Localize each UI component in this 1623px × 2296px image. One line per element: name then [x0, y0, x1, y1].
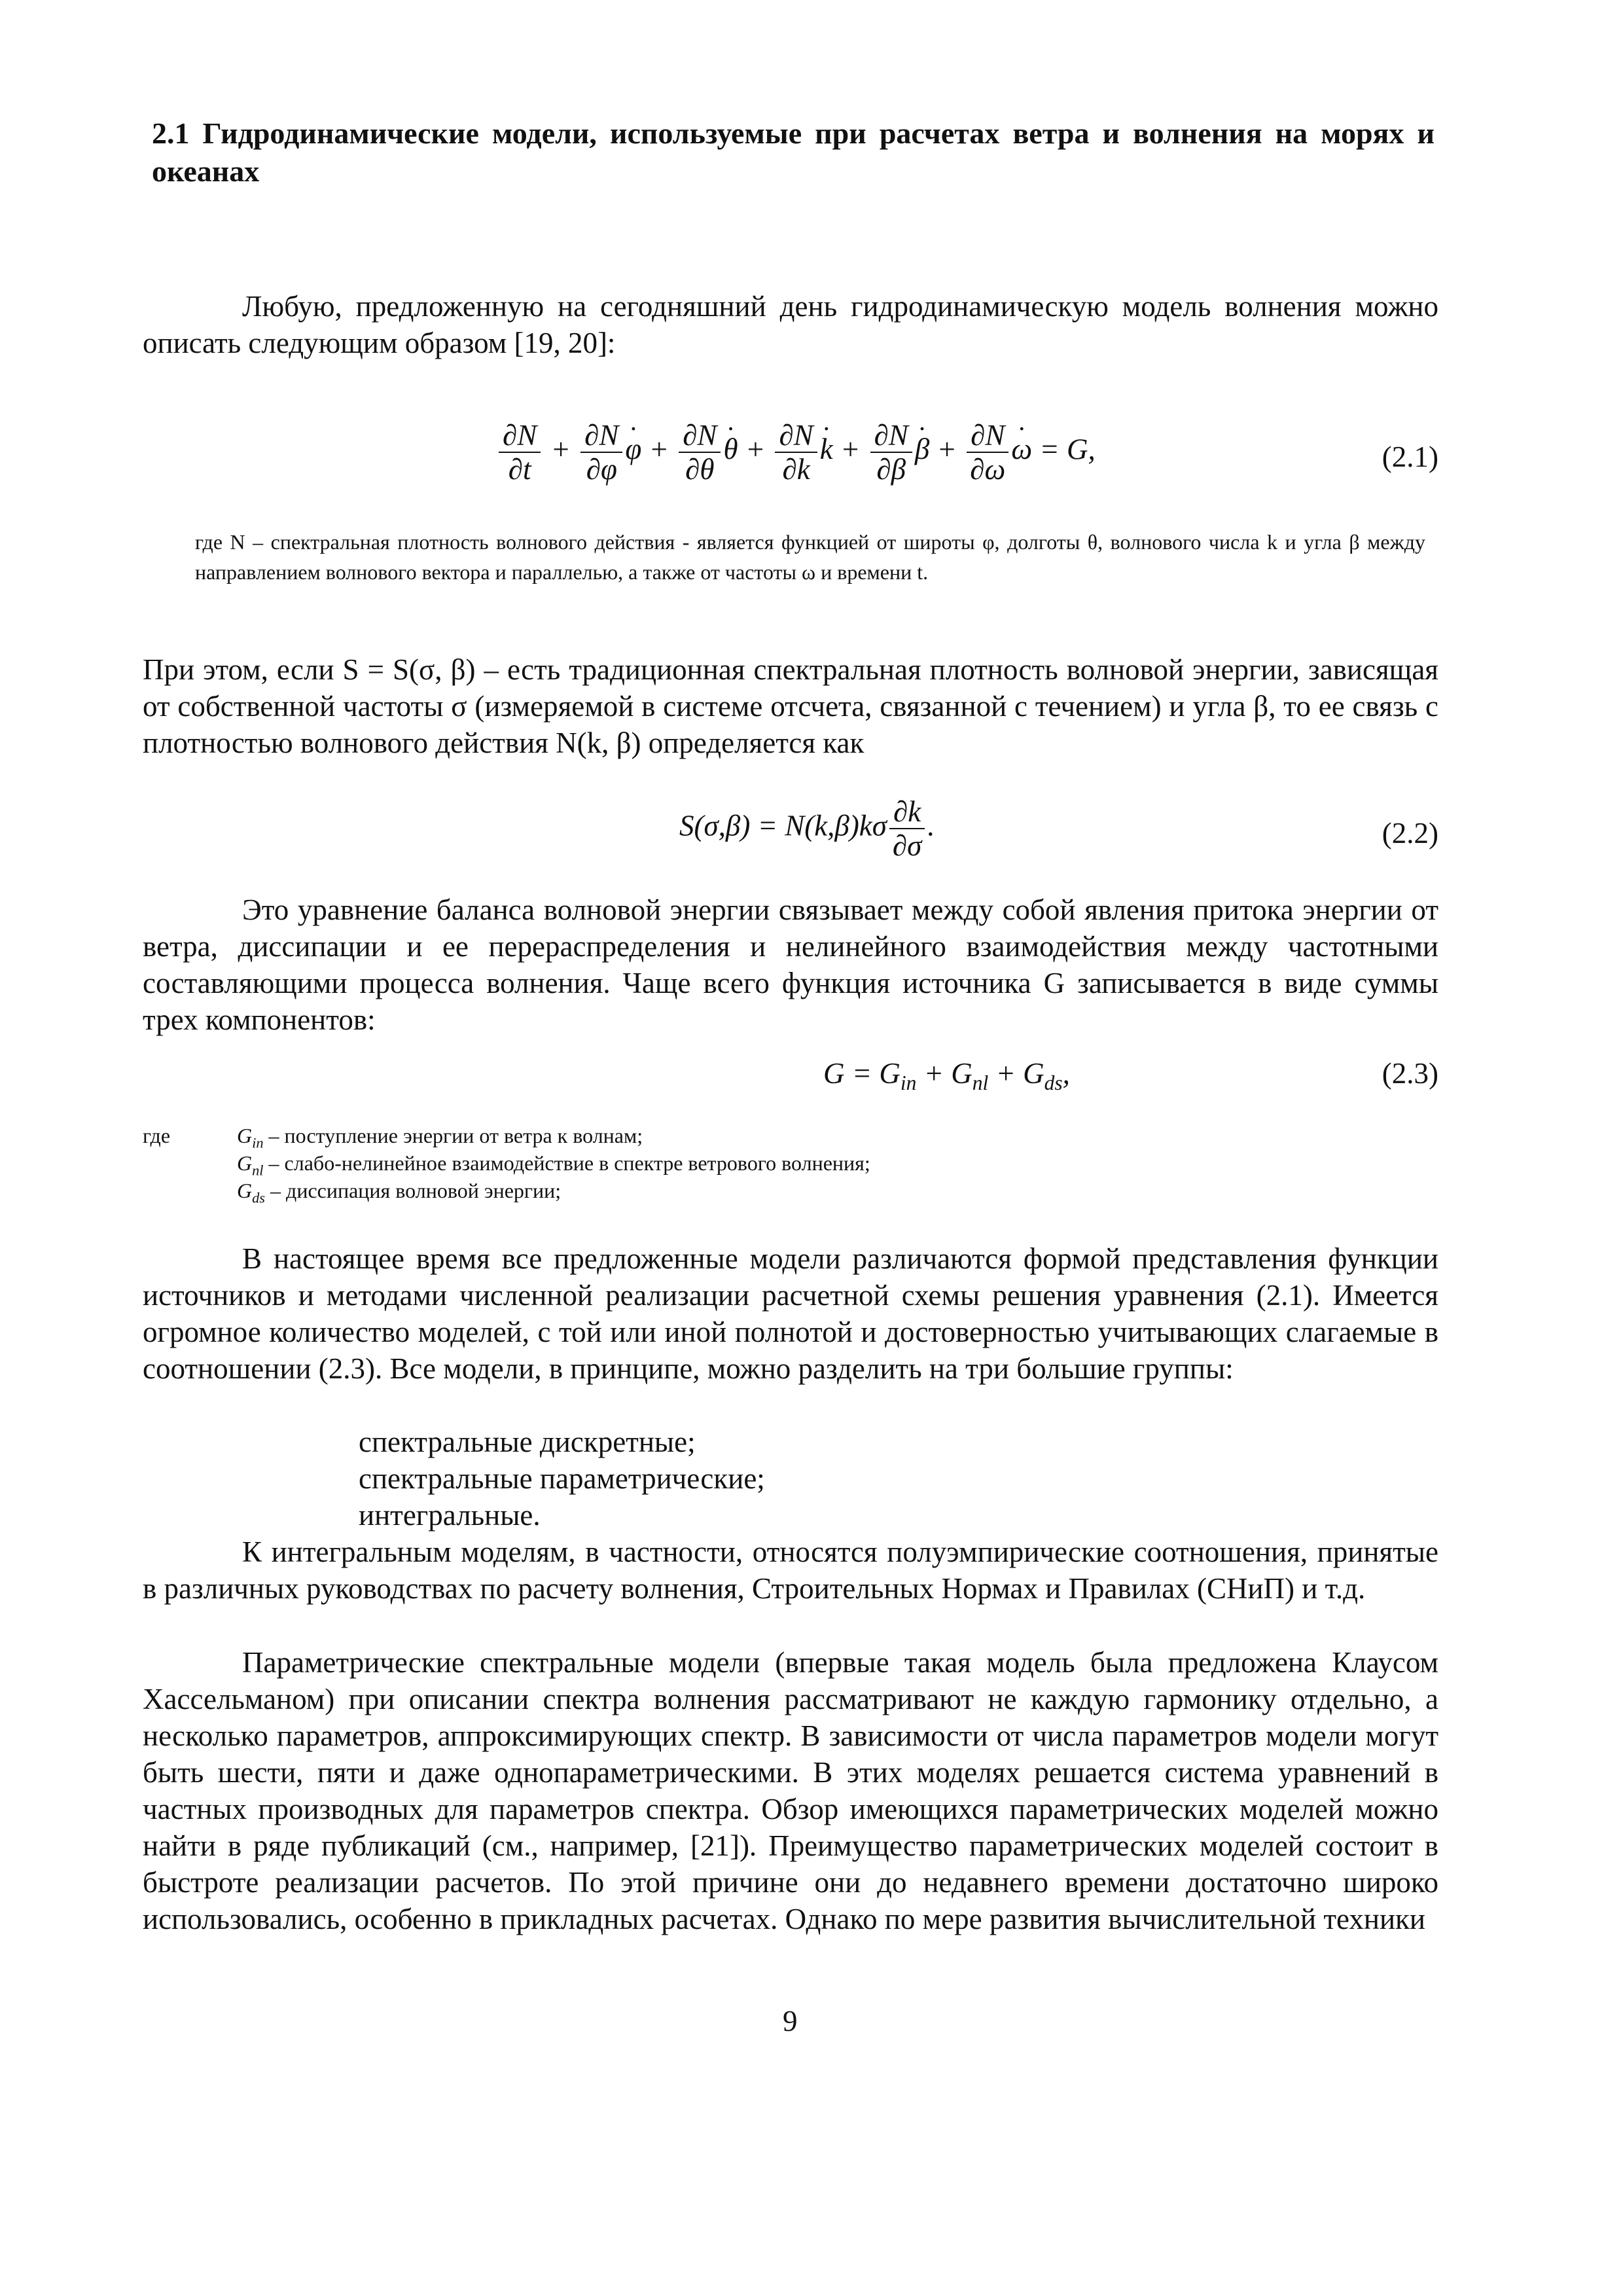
- eq1-frac-dbeta: $\frac{\partial N}{\partial\beta}$: [870, 419, 912, 486]
- eq1-frac-dt: $\frac{\partial N}{\partial t}$: [499, 419, 541, 486]
- eq2-frac: $\frac{\partial k}{\partial\sigma}$: [889, 795, 925, 862]
- group-item-parametric: спектральные параметрические;: [359, 1462, 765, 1495]
- paragraph-parametric-models: Параметрические спектральные модели (впервые такая модель была предложена Клаусом Хассельманом) при описании спектра волнения рассматривают не каждую гармонику отдельно, а несколько параметров, аппроксимирующих спектр. В зависимости от числа параметров модели могут быть шести, пяти и даже однопараметрическими. В этих моделях решается система уравнений в частных производных для параметров спектра. Обзор имеющихся параметрических моделей можно найти в ряде публикаций (см., например, [21]). Преимущество параметрических моделей состоит в быстроте реализации расчетов. По этой причине они до недавнего времени достаточно широко использовались, особенно в прикладных расчетах. Однако по мере развития вычислительной техники: [143, 1646, 1438, 1935]
- eq1-frac-domega: $\frac{\partial N}{\partial\omega}$: [967, 419, 1008, 486]
- eq3-number: (2.3): [1382, 1057, 1438, 1090]
- eq2-number: (2.2): [1382, 817, 1438, 850]
- eq1-frac-dk: $\frac{\partial N}{\partial k}$: [775, 419, 817, 486]
- eq1-frac-dphi: $\frac{\partial N}{\partial\varphi}$: [580, 419, 622, 486]
- paragraph-model-groups: В настоящее время все предложенные модели различаются формой представления функции источников и методами численной реализации расчетной схемы решения уравнения (2.1). Имеется огромное количество моделей, с той или иной полнотой и достоверностью учитывающих слагаемые в соотношении (2.3). Все модели, в принципе, можно разделить на три большие группы:: [143, 1242, 1438, 1385]
- where-label: где: [143, 1124, 171, 1147]
- equation-2-3: $G = G_{in} + G_{nl} + G_{ds}$, (2.3): [143, 1055, 1438, 1092]
- group-item-discrete: спектральные дискретные;: [359, 1426, 696, 1458]
- paragraph-spectral-density: При этом, если S = S(σ, β) – есть традиционная спектральная плотность волновой энергии, зависящая от собственной частоты σ (измеряемой в системе отсчета, связанной с течением) и угла β, то ее связь с плотностью волнового действия N(k, β) определяется как: [143, 653, 1438, 759]
- paragraph-integral-models: К интегральным моделям, в частности, относятся полуэмпирические соотношения, принятые в различных руководствах по расчету волнения, Строительных Нормах и Правилах (СНиП) и т.д.: [143, 1535, 1438, 1605]
- eq1-number: (2.1): [1382, 440, 1438, 473]
- equation-2-2: S(σ,β) = N(k,β)kσ $\frac{\partial k}{\partial\sigma}$ . (2.2): [679, 795, 1438, 862]
- group-item-integral: интегральные.: [359, 1499, 541, 1532]
- def-g-in: $G_{in}$ – поступление энергии от ветра к волнам;: [237, 1124, 643, 1151]
- page-number: 9: [783, 2005, 798, 2037]
- def-g-ds: $G_{ds}$ – диссипация волновой энергии;: [237, 1179, 562, 1206]
- note-eq-2-1: где N – спектральная плотность волнового действия - является функцией от широты φ, долготы θ, волнового числа k и угла β между направлением волнового вектора и параллелью, а также от частоты ω и времени t.: [195, 530, 1425, 584]
- paragraph-balance: Это уравнение баланса волновой энергии связывает между собой явления притока энергии от ветра, диссипации и ее перераспределения и нелинейного взаимодействия между частотными составляющими процесса волнения. Чаще всего функция источника G записывается в виде суммы трех компонентов:: [143, 893, 1438, 1036]
- def-g-nl: $G_{nl}$ – слабо-нелинейное взаимодействие в спектре ветрового волнения;: [237, 1151, 870, 1179]
- section-heading: 2.1 Гидродинамические модели, используемые при расчетах ветра и волнения на морях и океанах: [152, 117, 1435, 188]
- intro-paragraph: Любую, предложенную на сегодняшний день гидродинамическую модель волнения можно описать следующим образом [19, 20]:: [143, 290, 1438, 359]
- eq1-frac-dtheta: $\frac{\partial N}{\partial\theta}$: [679, 419, 721, 486]
- equation-2-1: $\frac{\partial N}{\partial t}$ + $\frac{\partial N}{\partial\varphi}$ ˙ φ + $\frac{\partial N}{\partial\theta}$ ˙ θ + $\frac{\partial N}{\partial k}$ ˙ k + $\frac{\partial N}{\partial\beta}$ ˙ β + $\frac{\partial N}{\partial\omega}$ ˙ ω = G, (2.1): [143, 419, 1438, 497]
